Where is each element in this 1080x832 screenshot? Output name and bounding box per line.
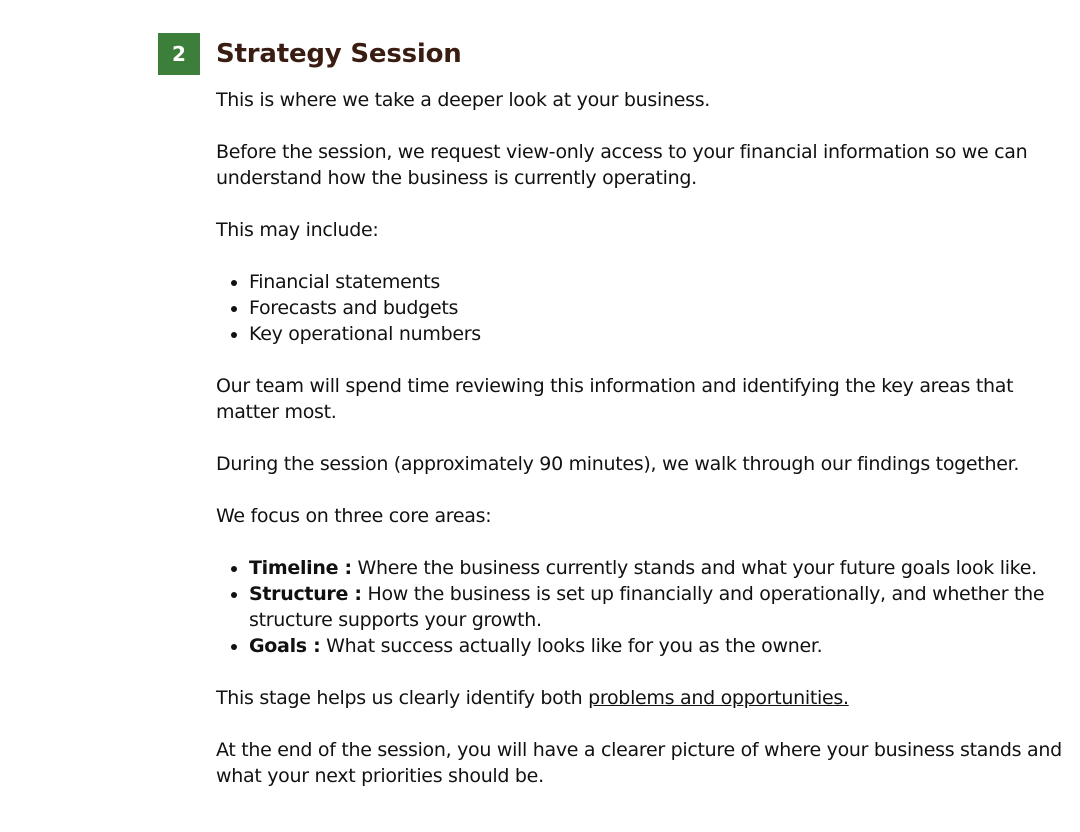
closing-paragraph: At the end of the session, you will have a clearer picture of where your business stands and what your next priorities should be. [216, 739, 1062, 787]
may-include-paragraph: This may include: [216, 219, 379, 241]
stage-paragraph [216, 685, 1066, 711]
area-text-goals: What success actually looks like for you as the owner. [320, 635, 823, 657]
list-item [249, 555, 1066, 581]
step-title: Strategy Session [216, 39, 462, 69]
include-list [216, 269, 1066, 347]
core-areas-list [216, 555, 1066, 659]
area-text-timeline: Where the business currently stands and what your future goals look like. [351, 557, 1037, 579]
during-paragraph: During the session (approximately 90 minutes), we walk through our findings together. [216, 453, 1020, 475]
area-label-goals: Goals : [249, 635, 321, 657]
list-item [249, 581, 1066, 633]
area-label-structure: Structure : [249, 583, 362, 605]
problems-opportunities-link[interactable]: problems and opportunities. [588, 687, 849, 709]
list-item: • Forecasts and budgets [249, 295, 1066, 321]
focus-paragraph: We focus on three core areas: [216, 505, 492, 527]
area-text-structure: How the business is set up financially and operationally, and whether the structure supports your growth. [249, 583, 1045, 631]
list-item: • Key operational numbers [249, 321, 1066, 347]
access-paragraph: Before the session, we request view-only access to your financial information so we can understand how the business is currently operating. [216, 141, 1028, 189]
review-paragraph: Our team will spend time reviewing this information and identifying the key areas that matter most. [216, 375, 1014, 423]
list-item: • Financial statements [249, 269, 1066, 295]
step-body [216, 87, 1066, 815]
stage-prefix: This stage helps us clearly identify both [216, 687, 589, 709]
area-label-timeline: Timeline : [249, 557, 352, 579]
intro-paragraph: This is where we take a deeper look at your business. [216, 89, 711, 111]
step-number-badge: 2 [158, 33, 200, 75]
list-item [249, 633, 1066, 659]
